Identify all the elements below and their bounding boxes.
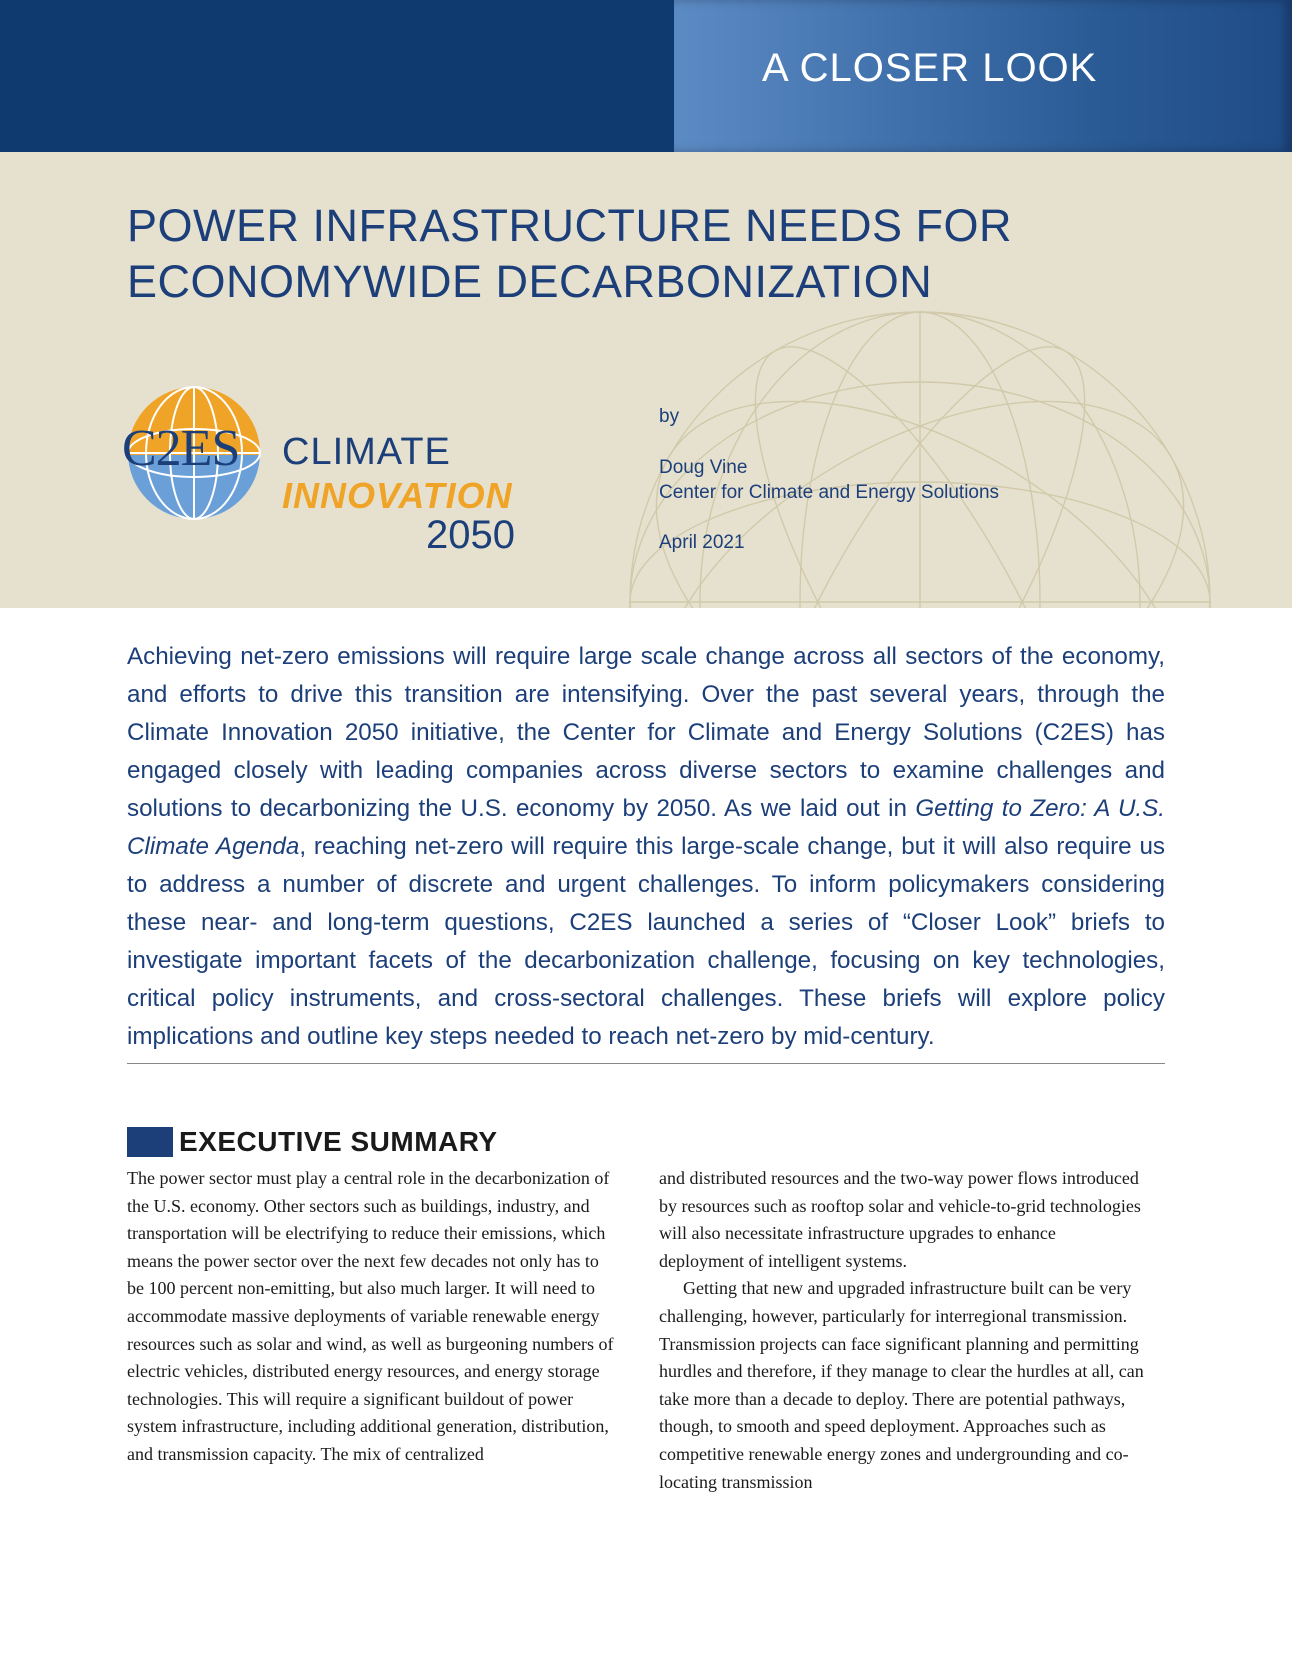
intro-text-part-1: Achieving net-zero emissions will require large scale change across all sectors of the economy, and efforts to drive this transition are intensifying. Over the past several years, through the Climate Innovation 2050 initiative, the Center for Climate and Energy Solutions (C2ES) has engaged closely with leading companies across diverse sectors to examine challenges and solutions to decarbonizing the U.S. economy by 2050. As we laid out in: [127, 643, 1165, 822]
logo-word-climate: CLIMATE: [282, 431, 451, 473]
summary-column-right: [659, 1165, 1145, 1496]
globe-wireframe-icon: [560, 302, 1280, 608]
author-organization: Center for Climate and Energy Solutions: [659, 482, 1000, 503]
intro-report-title: Getting to Zero: A U.S. Climate Agenda: [127, 795, 1165, 860]
section-marker-block: [127, 1127, 173, 1157]
logo-acronym: C2ES: [122, 420, 240, 477]
document-title: [127, 198, 1127, 310]
intro-paragraph: [127, 638, 1165, 1056]
publication-date: April 2021: [659, 532, 745, 553]
section-heading-executive-summary: EXECUTIVE SUMMARY: [179, 1126, 498, 1157]
logo-word-innovation: INNOVATION: [282, 475, 513, 516]
title-line-1: POWER INFRASTRUCTURE NEEDS FOR: [127, 200, 1013, 251]
summary-paragraph-2: Getting that new and upgraded infrastructure built can be very challenging, however, particularly for interregional transmission. Transmission projects can face significant planning and permitting hurdles and therefore, if they manage to clear the hurdles at all, can take more than a decade to deploy. There are potential pathways, though, to smooth and speed deployment. Approaches such as competitive renewable energy zones and undergrounding and co-locating transmission: [659, 1278, 1144, 1492]
author-name: Doug Vine: [659, 457, 748, 478]
summary-paragraph-1-continued: and distributed resources and the two-way power flows introduced by resources such as rooftop solar and vehicle-to-grid technologies will also necessitate infrastructure upgrades to enhance deployment of intelligent systems.: [659, 1168, 1141, 1271]
byline-by: by: [659, 406, 680, 427]
title-line-2: ECONOMYWIDE DECARBONIZATION: [127, 256, 933, 307]
summary-paragraph-1: The power sector must play a central role in the decarbonization of the U.S. economy. Other sectors such as buildings, industry, and transportation will be electrifying to reduce their emissions, which means the power sector over the next few decades not only has to be 100 percent non-emitting, but also much larger. It will need to accommodate massive deployments of variable renewable energy resources such as solar and wind, as well as burgeoning numbers of electric vehicles, distributed energy resources, and energy storage technologies. This will require a significant buildout of power system infrastructure, including additional generation, distribution, and transmission capacity. The mix of centralized: [127, 1168, 614, 1464]
intro-text-part-2: , reaching net-zero will require this large-scale change, but it will also require us to address a number of discrete and urgent challenges. To inform policymakers considering these near- and long-term questions, C2ES launched a series of “Closer Look” briefs to investigate important facets of the decarbonization challenge, focusing on key technologies, critical policy instruments, and cross-sectoral challenges. These briefs will explore policy implications and outline key steps needed to reach net-zero by mid-century.: [127, 833, 1166, 1050]
logo-year: 2050: [426, 513, 515, 557]
series-banner: A CLOSER LOOK: [762, 46, 1098, 90]
intro-divider: [127, 1063, 1165, 1064]
summary-column-left: [127, 1165, 617, 1469]
